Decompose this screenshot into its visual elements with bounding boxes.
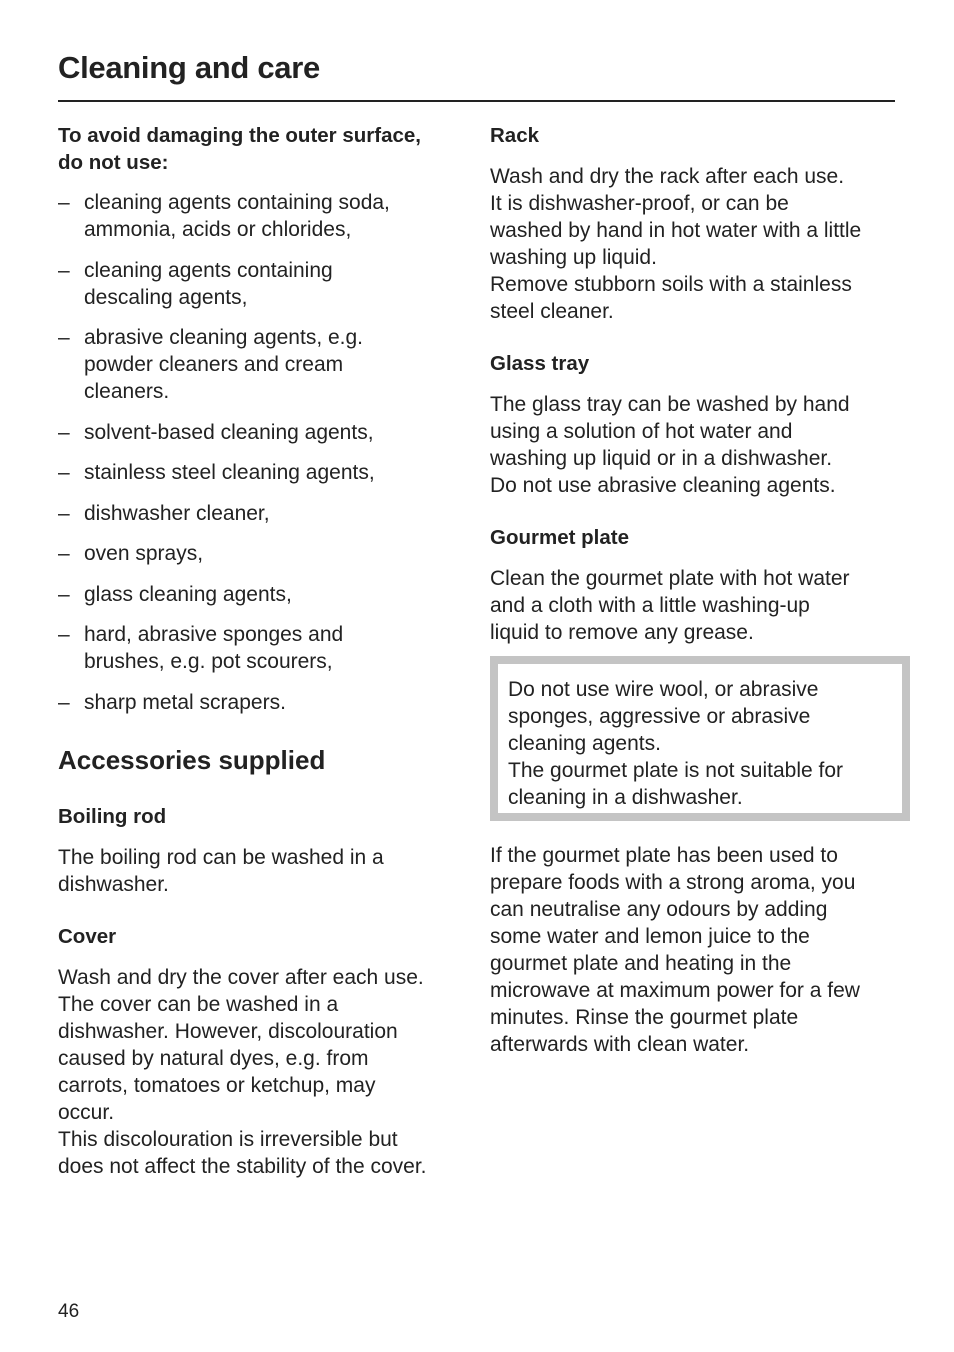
- list-dash: –: [58, 191, 70, 214]
- glass-tray-heading: Glass tray: [490, 352, 590, 375]
- right-column: [490, 122, 900, 1058]
- boiling-rod-text: [58, 844, 468, 898]
- list-item-line: oven sprays,: [84, 542, 204, 565]
- text-line: gourmet plate and heating in the: [490, 952, 792, 975]
- list-item-line: descaling agents,: [84, 285, 248, 309]
- warning-heading-line: do not use:: [58, 151, 169, 174]
- list-item: [58, 621, 468, 675]
- text-line: steel cleaner.: [490, 300, 614, 323]
- list-item-line: brushes, e.g. pot scourers,: [84, 650, 333, 673]
- text-line: The glass tray can be washed by hand: [490, 393, 850, 416]
- list-item-line: glass cleaning agents,: [84, 582, 292, 606]
- title-divider: [58, 100, 895, 102]
- text-line: caused by natural dyes, e.g. from: [58, 1046, 369, 1070]
- warning-heading: [58, 122, 468, 176]
- left-column: [58, 122, 468, 1180]
- list-item-line: stainless steel cleaning agents,: [84, 461, 375, 484]
- text-line: and a cloth with a little washing-up: [490, 594, 810, 617]
- text-line: occur.: [58, 1100, 115, 1124]
- note-line: Do not use wire wool, or abrasive: [508, 678, 819, 701]
- cover-text: [58, 964, 468, 1180]
- list-dash: –: [58, 501, 70, 525]
- note-line: cleaning agents.: [508, 732, 661, 755]
- text-line: afterwards with clean water.: [490, 1033, 750, 1056]
- warning-heading-line: To avoid damaging the outer surface,: [58, 124, 421, 147]
- page-title: Cleaning and care: [58, 50, 320, 85]
- warning-note-box: [490, 656, 910, 821]
- list-item-line: powder cleaners and cream: [84, 353, 344, 376]
- text-line: Remove stubborn soils with a stainless: [490, 273, 852, 296]
- text-line: minutes. Rinse the gourmet plate: [490, 1006, 799, 1029]
- list-item: [58, 189, 468, 243]
- text-line: washed by hand in hot water with a little: [490, 219, 862, 242]
- list-dash: –: [58, 326, 70, 349]
- text-line: Wash and dry the cover after each use.: [58, 965, 424, 989]
- list-item: [58, 500, 468, 527]
- note-line: The gourmet plate is not suitable for: [508, 759, 844, 782]
- list-dash: –: [58, 582, 70, 606]
- list-item-line: hard, abrasive sponges and: [84, 623, 344, 646]
- list-dash: –: [58, 258, 70, 282]
- text-line: does not affect the stability of the cover.: [58, 1154, 427, 1178]
- text-line: carrots, tomatoes or ketchup, may: [58, 1073, 376, 1097]
- list-item: [58, 689, 468, 716]
- list-item-line: cleaners.: [84, 380, 170, 403]
- cover-heading: Cover: [58, 924, 117, 948]
- list-item: [58, 581, 468, 608]
- list-item-line: solvent-based cleaning agents,: [84, 420, 374, 444]
- text-line: The boiling rod can be washed in a: [58, 845, 384, 869]
- text-line: Do not use abrasive cleaning agents.: [490, 474, 836, 497]
- glass-tray-text: [490, 391, 900, 499]
- text-line: dishwasher. However, discolouration: [58, 1019, 398, 1043]
- text-line: Clean the gourmet plate with hot water: [490, 567, 850, 590]
- list-item-line: ammonia, acids or chlorides,: [84, 218, 352, 241]
- text-line: Wash and dry the rack after each use.: [490, 165, 845, 188]
- page-number: 46: [58, 1301, 80, 1322]
- list-item: [58, 419, 468, 446]
- text-line: prepare foods with a strong aroma, you: [490, 871, 856, 894]
- list-item: [58, 324, 468, 405]
- list-item-line: sharp metal scrapers.: [84, 690, 286, 714]
- list-item: [58, 540, 468, 567]
- rack-heading: Rack: [490, 124, 540, 147]
- text-line: The cover can be washed in a: [58, 992, 339, 1016]
- gourmet-plate-text: [490, 565, 900, 646]
- text-line: washing up liquid.: [490, 246, 657, 269]
- list-dash: –: [58, 690, 70, 714]
- rack-text: [490, 163, 900, 325]
- list-dash: –: [58, 623, 70, 646]
- boiling-rod-heading: Boiling rod: [58, 804, 167, 828]
- list-item-line: dishwasher cleaner,: [84, 501, 270, 525]
- note-line: sponges, aggressive or abrasive: [508, 705, 811, 728]
- text-line: dishwasher.: [58, 872, 169, 896]
- text-line: It is dishwasher-proof, or can be: [490, 192, 789, 215]
- list-item: [58, 459, 468, 486]
- text-line: some water and lemon juice to the: [490, 925, 810, 948]
- text-line: washing up liquid or in a dishwasher.: [490, 447, 833, 470]
- list-item-line: cleaning agents containing: [84, 258, 333, 282]
- text-line: microwave at maximum power for a few: [490, 979, 860, 1002]
- text-line: using a solution of hot water and: [490, 420, 793, 443]
- text-line: can neutralise any odours by adding: [490, 898, 828, 921]
- note-line: cleaning in a dishwasher.: [508, 786, 743, 809]
- section-title-accessories: Accessories supplied: [58, 744, 326, 775]
- avoid-list: [58, 189, 468, 716]
- list-dash: –: [58, 461, 70, 484]
- text-line: If the gourmet plate has been used to: [490, 844, 838, 867]
- text-line: liquid to remove any grease.: [490, 621, 754, 644]
- list-item: [58, 257, 468, 311]
- list-item-line: abrasive cleaning agents, e.g.: [84, 326, 364, 349]
- list-dash: –: [58, 542, 70, 565]
- list-dash: –: [58, 420, 70, 444]
- list-item-line: cleaning agents containing soda,: [84, 191, 390, 214]
- gourmet-plate-heading: Gourmet plate: [490, 526, 629, 549]
- text-line: This discolouration is irreversible but: [58, 1127, 398, 1151]
- gourmet-plate-odour-text: [490, 842, 900, 1058]
